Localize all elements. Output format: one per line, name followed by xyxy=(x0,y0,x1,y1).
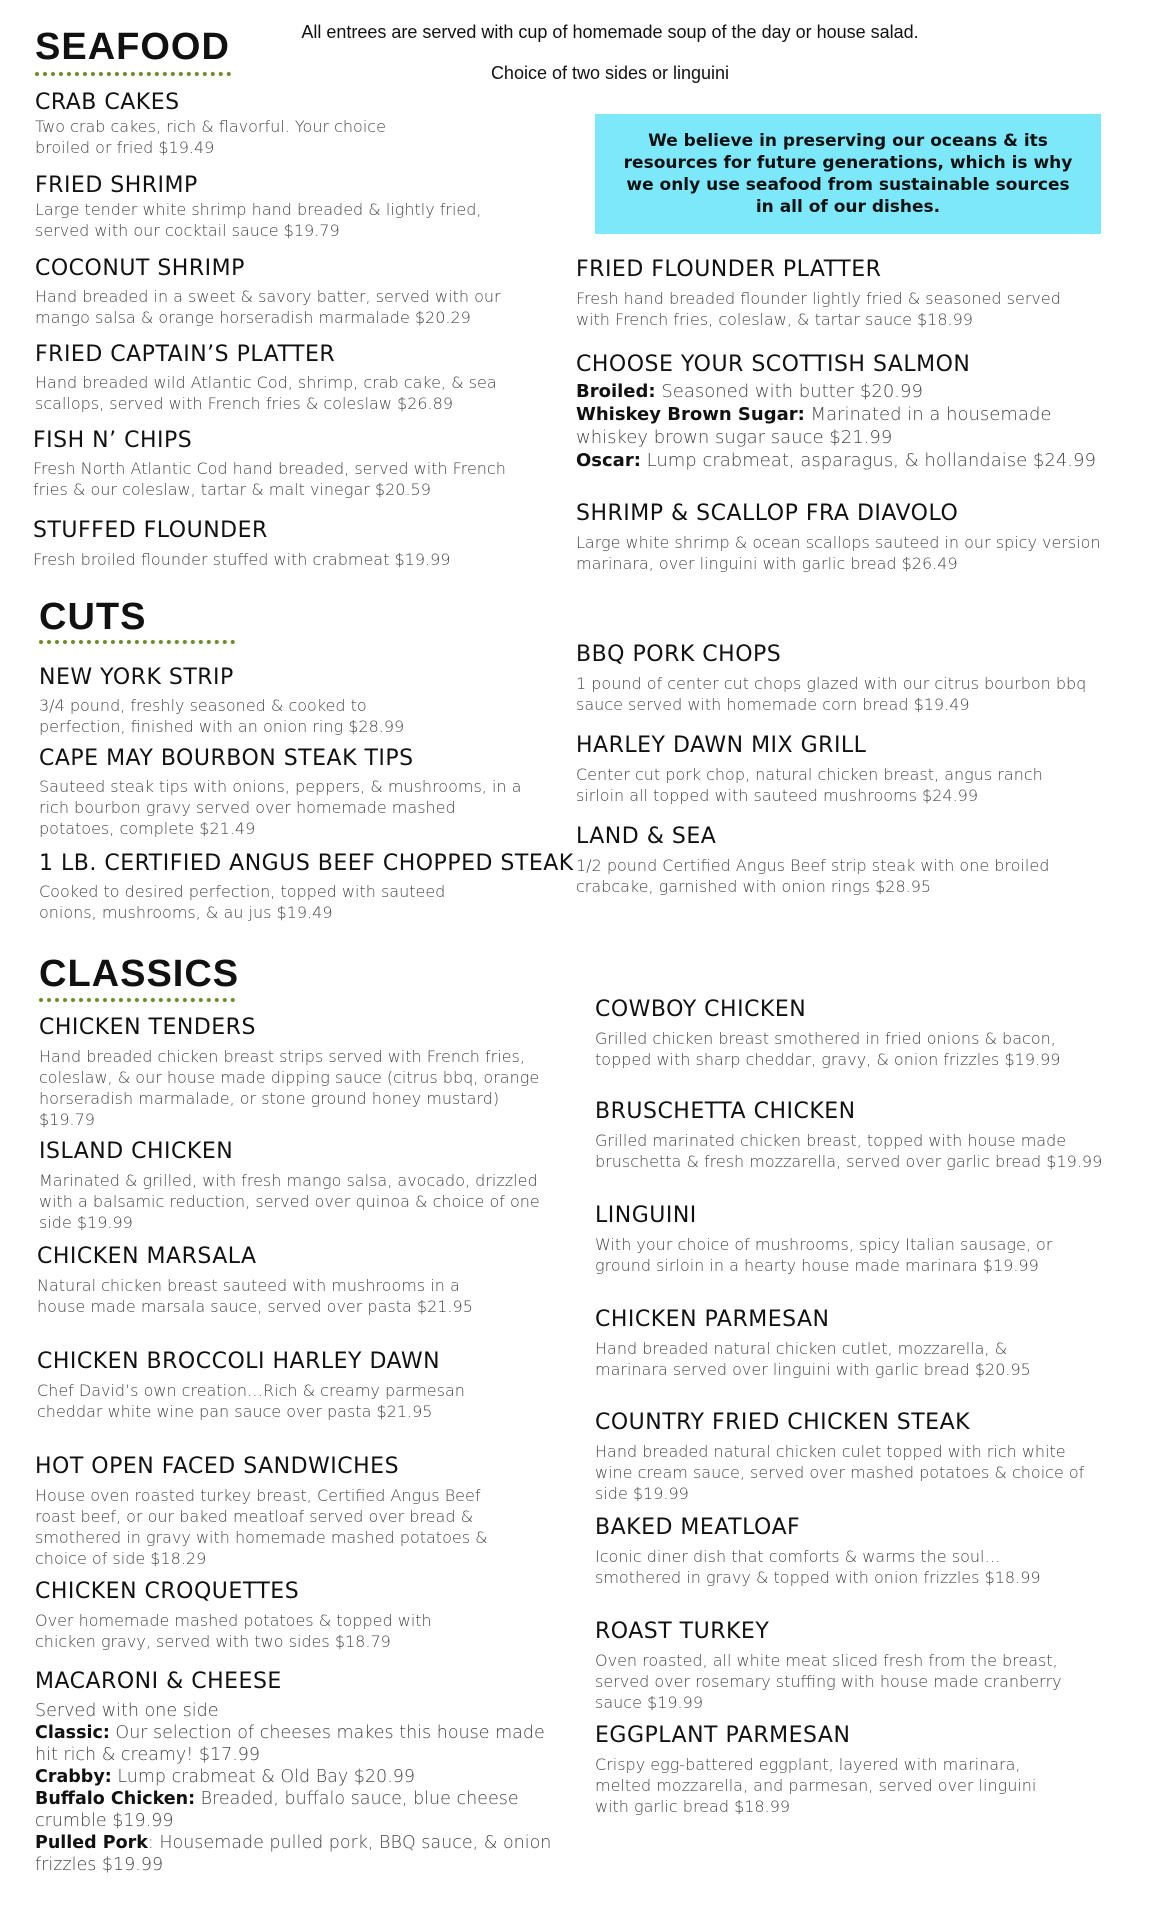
cuts-divider xyxy=(39,640,235,644)
classics-item xyxy=(35,1579,555,1652)
item-name: FRIED SHRIMP xyxy=(35,173,198,198)
item-description: 3/4 pound, freshly seasoned & cooked to perfection, finished with an onion ring $28.99 xyxy=(39,696,405,736)
item-name: BRUSCHETTA CHICKEN xyxy=(595,1099,856,1124)
item-description: Fresh hand breaded flounder lightly fried & seasoned served with French fries, coleslaw, & tartar sauce $18.99 xyxy=(576,289,1061,329)
seafood-item xyxy=(576,257,1096,330)
item-name: CHICKEN BROCCOLI HARLEY DAWN xyxy=(37,1349,441,1374)
cuts-item xyxy=(39,665,509,737)
item-description: 1/2 pound Certified Angus Beef strip steak with one broiled crabcake, garnished with onion rings $28.95 xyxy=(576,856,1050,896)
sides-note: Choice of two sides or linguini xyxy=(490,63,730,83)
cuts-item xyxy=(576,642,1116,715)
classics-item xyxy=(35,1454,555,1569)
item-description: Hand breaded natural chicken culet topped with rich white wine cream sauce, served over mashed potatoes & choice of side $19.99 xyxy=(595,1442,1085,1503)
cuts-item xyxy=(39,851,574,923)
item-name: CHICKEN PARMESAN xyxy=(595,1307,830,1332)
item-description: Large white shrimp & ocean scallops sauteed in our spicy version marinara, over linguini with garlic bread $26.49 xyxy=(576,533,1101,573)
seafood-item xyxy=(35,256,525,328)
cuts-item xyxy=(576,733,1096,806)
classics-item xyxy=(595,1307,1115,1380)
item-description: With your choice of mushrooms, spicy Italian sausage, or ground sirloin in a hearty house made marinara $19.99 xyxy=(595,1235,1053,1275)
classics-item xyxy=(39,1015,559,1130)
option-text: : Housemade pulled pork, BBQ sauce, & onion frizzles $19.99 xyxy=(35,1833,552,1875)
classics-item xyxy=(39,1139,559,1233)
item-description: Center cut pork chop, natural chicken breast, angus ranch sirloin all topped with sauteed mushrooms $24.99 xyxy=(576,765,1043,805)
item-description: Sauteed steak tips with onions, peppers, & mushrooms, in a rich bourbon gravy served over homemade mashed potatoes, complete $21.49 xyxy=(39,777,522,838)
seafood-title: SEAFOOD xyxy=(35,26,230,68)
cuts-item xyxy=(576,824,1096,897)
option-label: Crabby: xyxy=(35,1767,112,1787)
item-description: Over homemade mashed potatoes & topped with chicken gravy, served with two sides $18.79 xyxy=(35,1611,432,1651)
item-name: SHRIMP & SCALLOP FRA DIAVOLO xyxy=(576,501,959,526)
item-name: CHOOSE YOUR SCOTTISH SALMON xyxy=(576,352,971,377)
classics-item xyxy=(37,1244,557,1317)
item-name: ROAST TURKEY xyxy=(595,1619,770,1644)
item-description: Hand breaded wild Atlantic Cod, shrimp, crab cake, & sea scallops, served with French fries & coleslaw $26.89 xyxy=(35,373,497,413)
option-label: Classic: xyxy=(35,1723,110,1743)
item-description: Crispy egg-battered eggplant, layered with marinara, melted mozzarella, and parmesan, served over linguini with garlic bread $18.99 xyxy=(595,1755,1037,1816)
item-name: COWBOY CHICKEN xyxy=(595,997,807,1022)
item-name: COCONUT SHRIMP xyxy=(35,256,245,281)
item-name: 1 LB. CERTIFIED ANGUS BEEF CHOPPED STEAK xyxy=(39,851,574,876)
item-name: STUFFED FLOUNDER xyxy=(33,518,268,543)
seafood-divider xyxy=(35,72,231,76)
item-name: COUNTRY FRIED CHICKEN STEAK xyxy=(595,1410,971,1435)
item-name: CHICKEN TENDERS xyxy=(39,1015,256,1040)
classics-item xyxy=(595,1619,1115,1713)
classics-item xyxy=(595,1099,1115,1172)
item-description: Oven roasted, all white meat sliced fresh from the breast, served over rosemary stuffing with house made cranberry sauce $19.99 xyxy=(595,1651,1062,1712)
option-text: Our selection of cheeses makes this house made hit rich & creamy! $17.99 xyxy=(35,1723,545,1765)
option-label: Broiled: xyxy=(576,381,656,402)
item-name: ISLAND CHICKEN xyxy=(39,1139,234,1164)
seafood-item xyxy=(33,428,523,500)
classics-item xyxy=(595,997,1115,1070)
classics-item xyxy=(595,1515,1115,1588)
mac-cheese-option xyxy=(35,1788,555,1832)
option-label: Whiskey Brown Sugar: xyxy=(576,404,805,425)
mac-cheese-intro: Served with one side xyxy=(35,1701,219,1721)
classics-item xyxy=(37,1349,557,1422)
item-name: CRAB CAKES xyxy=(35,90,180,115)
mac-cheese-options xyxy=(35,1700,555,1876)
salmon-options xyxy=(576,380,1096,472)
item-name: FRIED FLOUNDER PLATTER xyxy=(576,257,882,282)
option-text: Breaded, buffalo sauce, blue cheese crumble $19.99 xyxy=(35,1789,519,1831)
option-label: Pulled Pork xyxy=(35,1833,148,1853)
item-description: Chef David’s own creation…Rich & creamy parmesan cheddar white wine pan sauce over pasta $21.95 xyxy=(37,1381,465,1421)
item-description: Cooked to desired perfection, topped with sauteed onions, mushrooms, & au jus $19.49 xyxy=(39,882,446,922)
item-description: Fresh North Atlantic Cod hand breaded, served with French fries & our coleslaw, tartar & malt vinegar $20.59 xyxy=(33,459,506,499)
item-name: CHICKEN CROQUETTES xyxy=(35,1579,300,1604)
classics-item xyxy=(35,1669,555,1876)
cuts-title: CUTS xyxy=(39,596,147,638)
classics-divider xyxy=(39,998,235,1002)
item-description: Two crab cakes, rich & flavorful. Your choice broiled or fried $19.49 xyxy=(35,117,386,157)
classics-title: CLASSICS xyxy=(39,953,240,995)
classics-item xyxy=(595,1203,1115,1276)
mac-cheese-option xyxy=(35,1722,555,1766)
salmon-option xyxy=(576,380,1096,403)
seafood-item xyxy=(35,90,505,158)
classics-item xyxy=(595,1723,1115,1817)
item-description: Grilled chicken breast smothered in fried onions & bacon, topped with sharp cheddar, gravy, & onion frizzles $19.99 xyxy=(595,1029,1061,1069)
item-description: Fresh broiled flounder stuffed with crabmeat $19.99 xyxy=(33,550,451,569)
item-name: NEW YORK STRIP xyxy=(39,665,234,690)
item-name: LAND & SEA xyxy=(576,824,717,849)
option-text: Marinated in a housemade whiskey brown sugar sauce $21.99 xyxy=(576,404,1052,448)
sustainability-banner: We believe in preserving our oceans & its resources for future generations, which is why we only use seafood from sustainable sources in all of our dishes. xyxy=(595,114,1101,234)
item-name: MACARONI & CHEESE xyxy=(35,1669,282,1694)
option-label: Buffalo Chicken: xyxy=(35,1789,196,1809)
item-description: 1 pound of center cut chops glazed with our citrus bourbon bbq sauce served with homemade corn bread $19.49 xyxy=(576,674,1087,714)
option-text: Lump crabmeat, asparagus, & hollandaise $24.99 xyxy=(640,450,1096,471)
item-name: HARLEY DAWN MIX GRILL xyxy=(576,733,867,758)
seafood-item xyxy=(35,173,505,241)
seafood-item xyxy=(33,518,523,570)
item-name: HOT OPEN FACED SANDWICHES xyxy=(35,1454,400,1479)
item-description: Hand breaded chicken breast strips served with French fries, coleslaw, & our house made dipping sauce (citrus bbq, orange horseradish marmalade, or stone ground honey mustard) $19.79 xyxy=(39,1047,540,1129)
item-name: LINGUINI xyxy=(595,1203,697,1228)
mac-cheese-option xyxy=(35,1766,555,1788)
item-description: Natural chicken breast sauteed with mushrooms in a house made marsala sauce, served over pasta $21.95 xyxy=(37,1276,473,1316)
seafood-item xyxy=(35,342,525,414)
option-text: Seasoned with butter $20.99 xyxy=(655,381,923,402)
item-description: Hand breaded in a sweet & savory batter, served with our mango salsa & orange horseradish marmalade $20.29 xyxy=(35,287,501,327)
salmon-option xyxy=(576,403,1096,449)
item-description: Marinated & grilled, with fresh mango salsa, avocado, drizzled with a balsamic reduction, served over quinoa & choice of one side $19.99 xyxy=(39,1171,540,1232)
item-name: EGGPLANT PARMESAN xyxy=(595,1723,851,1748)
item-name: BBQ PORK CHOPS xyxy=(576,642,782,667)
salmon-option xyxy=(576,449,1096,472)
item-description: Large tender white shrimp hand breaded & lightly fried, served with our cocktail sauce $19.79 xyxy=(35,200,482,240)
item-name: CHICKEN MARSALA xyxy=(37,1244,257,1269)
entree-note: All entrees are served with cup of homemade soup of the day or house salad. xyxy=(301,22,919,42)
classics-item xyxy=(595,1410,1115,1504)
item-name: FRIED CAPTAIN’S PLATTER xyxy=(35,342,336,367)
item-description: House oven roasted turkey breast, Certified Angus Beef roast beef, or our baked meatloaf served over bread & smothered in gravy with homemade mashed potatoes & choice of side $18.29 xyxy=(35,1486,488,1568)
cuts-item xyxy=(39,746,539,839)
option-text: Lump crabmeat & Old Bay $20.99 xyxy=(111,1767,416,1787)
item-name: BAKED MEATLOAF xyxy=(595,1515,801,1540)
item-name: CAPE MAY BOURBON STEAK TIPS xyxy=(39,746,414,771)
item-description: Iconic diner dish that comforts & warms the soul…smothered in gravy & topped with onion frizzles $18.99 xyxy=(595,1547,1041,1587)
mac-cheese-option xyxy=(35,1832,555,1876)
item-description: Grilled marinated chicken breast, topped with house made bruschetta & fresh mozzarella, served over garlic bread $19.99 xyxy=(595,1131,1103,1171)
item-description: Hand breaded natural chicken cutlet, mozzarella, & marinara served over linguini with garlic bread $20.95 xyxy=(595,1339,1031,1379)
seafood-item xyxy=(576,352,1106,472)
seafood-item xyxy=(576,501,1136,574)
option-label: Oscar: xyxy=(576,450,641,471)
item-name: FISH N’ CHIPS xyxy=(33,428,193,453)
